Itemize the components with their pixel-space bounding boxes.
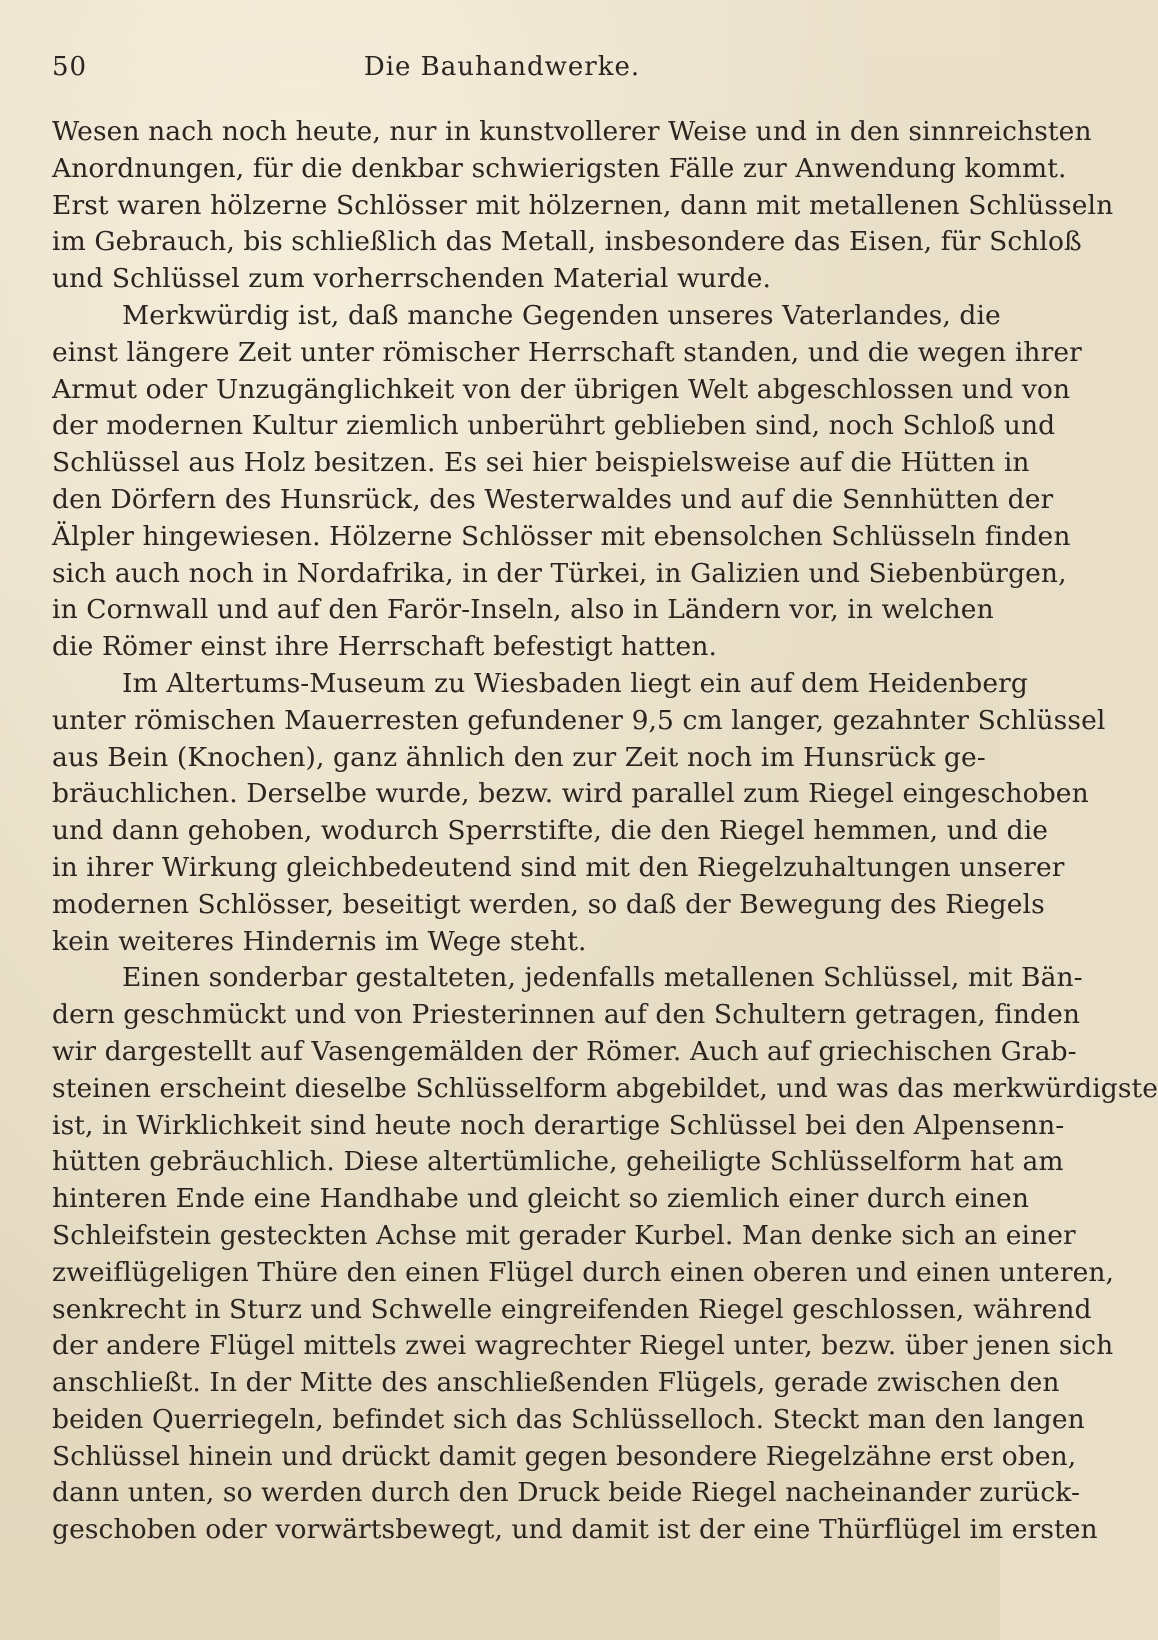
text-line: hinteren Ende eine Handhabe und gleicht so ziemlich einer durch einen (52, 1183, 1029, 1215)
text-line: Armut oder Unzugänglichkeit von der übrigen Welt abgeschlossen und von (52, 373, 1071, 405)
text-line: der modernen Kultur ziemlich unberührt geblieben sind, noch Schloß und (52, 410, 1056, 442)
running-title: Die Bauhandwerke. (363, 52, 641, 82)
text-line: und dann gehoben, wodurch Sperrstifte, die den Riegel hemmen, und die (52, 815, 1049, 847)
paragraph-4 (52, 960, 1158, 1549)
text-line: steinen erscheint dieselbe Schlüsselform abgebildet, und was das merkwürdigste (52, 1072, 1158, 1104)
text-line: in Cornwall und auf den Farör-Inseln, also in Ländern vor, in welchen (52, 594, 994, 626)
text-line: unter römischen Mauerresten gefundener 9,5 cm langer, gezahnter Schlüssel (52, 704, 1106, 736)
text-line: kein weiteres Hindernis im Wege steht. (52, 925, 587, 957)
text-line: dern geschmückt und von Priesterinnen auf den Schultern getragen, finden (52, 999, 1081, 1031)
text-line: Schlüssel hinein und drückt damit gegen besondere Riegelzähne erst oben, (52, 1440, 1077, 1472)
text-line: ist, in Wirklichkeit sind heute noch derartige Schlüssel bei den Alpensenn- (52, 1109, 1065, 1141)
text-line: die Römer einst ihre Herrschaft befestigt hatten. (52, 631, 718, 663)
text-line: Anordnungen, für die denkbar schwierigsten Fälle zur Anwendung kommt. (52, 152, 1067, 184)
text-line: senkrecht in Sturz und Schwelle eingreifenden Riegel geschlossen, während (52, 1293, 1092, 1325)
text-line: Erst waren hölzerne Schlösser mit hölzernen, dann mit metallenen Schlüsseln (52, 189, 1114, 221)
text-line: sich auch noch in Nordafrika, in der Türkei, in Galizien und Siebenbürgen, (52, 557, 1067, 589)
body-text (52, 114, 1158, 1549)
text-line: einst längere Zeit unter römischer Herrschaft standen, und die wegen ihrer (52, 336, 1082, 368)
text-line: Schlüssel aus Holz besitzen. Es sei hier beispielsweise auf die Hütten in (52, 447, 1030, 479)
text-line: den Dörfern des Hunsrück, des Westerwaldes und auf die Sennhütten der (52, 483, 1054, 515)
text-line: Älpler hingewiesen. Hölzerne Schlösser mit ebensolchen Schlüsseln finden (52, 520, 1071, 552)
text-line: bräuchlichen. Derselbe wurde, bezw. wird parallel zum Riegel eingeschoben (52, 778, 1089, 810)
text-line: wir dargestellt auf Vasengemälden der Römer. Auch auf griechischen Grab- (52, 1035, 1077, 1067)
running-head (52, 52, 952, 92)
text-line: und Schlüssel zum vorherrschenden Material wurde. (52, 263, 772, 295)
text-line: Merkwürdig ist, daß manche Gegenden unseres Vaterlandes, die (122, 299, 1001, 331)
text-line: aus Bein (Knochen), ganz ähnlich den zur Zeit noch im Hunsrück ge- (52, 741, 986, 773)
paragraph-1 (52, 114, 1114, 298)
text-line: anschließt. In der Mitte des anschließenden Flügels, gerade zwischen den (52, 1367, 1060, 1399)
text-line: Schleifstein gesteckten Achse mit gerader Kurbel. Man denke sich an einer (52, 1219, 1076, 1251)
text-line: im Gebrauch, bis schließlich das Metall, insbesondere das Eisen, für Schloß (52, 226, 1082, 258)
text-line: der andere Flügel mittels zwei wagrechter Riegel unter, bezw. über jenen sich (52, 1330, 1114, 1362)
text-line: modernen Schlösser, beseitigt werden, so daß der Bewegung des Riegels (52, 888, 1045, 920)
page-number: 50 (52, 52, 88, 82)
paragraph-3 (52, 666, 1106, 960)
text-line: zweiflügeligen Thüre den einen Flügel durch einen oberen und einen unteren, (52, 1256, 1115, 1288)
text-line: Wesen nach noch heute, nur in kunstvollerer Weise und in den sinnreichsten (52, 116, 1092, 147)
text-line: in ihrer Wirkung gleichbedeutend sind mit den Riegelzuhaltungen unserer (52, 851, 1065, 883)
text-line: Einen sonderbar gestalteten, jedenfalls metallenen Schlüssel, mit Bän- (122, 962, 1083, 994)
text-line: beiden Querriegeln, befindet sich das Schlüsselloch. Steckt man den langen (52, 1403, 1085, 1435)
text-line: dann unten, so werden durch den Druck beide Riegel nacheinander zurück- (52, 1477, 1081, 1509)
text-line: Im Altertums-Museum zu Wiesbaden liegt ein auf dem Heidenberg (122, 667, 1028, 699)
text-line: geschoben oder vorwärtsbewegt, und damit ist der eine Thürflügel im ersten (52, 1514, 1098, 1546)
paragraph-2 (52, 298, 1082, 666)
text-line: hütten gebräuchlich. Diese altertümliche, geheiligte Schlüsselform hat am (52, 1146, 1064, 1178)
